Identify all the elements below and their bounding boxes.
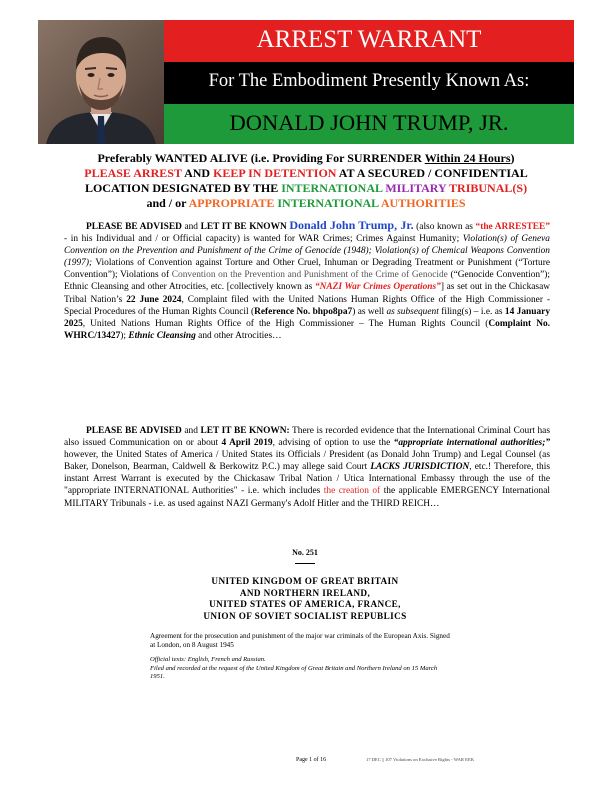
paragraph-text: Violations of Convention against Torture and Other Cruel, Inhuman or Degrading Treatment or Punishment (“Torture Convention”); Violations of	[64, 258, 550, 281]
portrait-illustration	[38, 20, 164, 144]
treaty-title-line: UNITED KINGDOM OF GREAT BRITAIN	[211, 576, 399, 586]
lacks-jurisdiction: LACKS JURISDICTION	[370, 462, 470, 473]
genocide-convention: Convention on the Prevention and Punishment of the Crime of Genocide	[171, 270, 448, 281]
known-heading: LET IT BE KNOWN:	[200, 426, 290, 436]
directive-line-3	[38, 181, 574, 196]
treaty-number: No. 251	[292, 548, 318, 557]
advised-heading: PLEASE BE ADVISED	[86, 222, 182, 232]
directive-text: )	[510, 151, 515, 165]
treaty-agreement: Agreement for the prosecution and punishment of the major war criminals of the European Axis. Signed at London, on 8 August 1945	[150, 632, 450, 650]
paragraph-text: and other Atrocities…	[195, 330, 282, 341]
paragraph-text: (also known as	[413, 222, 476, 232]
creation-of: the creation of	[323, 486, 381, 497]
paragraph-text: ] as set out in the Chickasaw Tribal Nation’s	[64, 282, 551, 305]
directive-text: LOCATION DESIGNATED BY THE	[84, 181, 282, 195]
directive-line-2	[38, 166, 574, 181]
treaty-notes	[150, 656, 450, 681]
directive-text: AND	[181, 166, 214, 180]
paragraph-text: the applicable EMERGENCY International MILITARY Tribunals - i.e. as used against NAZI Germany's Adolf Hitler and the THIRD REICH…	[64, 486, 551, 509]
treaty-title	[140, 576, 470, 622]
directive-detention: KEEP IN DETENTION	[213, 166, 337, 180]
paragraph-charges	[64, 219, 550, 342]
treaty-title-line: UNION OF SOVIET SOCIALIST REPUBLICS	[203, 610, 407, 621]
paragraph-text: , Complaint filed with the United Nations Human Rights Office of the High Commissioner - Special Procedures of the Human Rights Council (	[64, 294, 550, 317]
directive-authorities: AUTHORITIES	[378, 196, 466, 210]
treaty-official-texts: Official texts: English, French and Russian.	[150, 656, 266, 664]
warrant-directive	[38, 151, 574, 211]
portrait-photo	[38, 20, 164, 144]
paragraph-text: filing(s) – i.e. as	[438, 306, 505, 317]
reference-number: Reference No. bhpo8pa7	[254, 306, 353, 317]
banner-subject-name: DONALD JOHN TRUMP, JR.	[229, 110, 509, 135]
paragraph-text: );	[120, 330, 129, 341]
directive-text: Preferably WANTED ALIVE (i.e. Providing For SURRENDER	[97, 151, 425, 165]
warrant-banner	[38, 20, 574, 144]
paragraph-text: however, the United States of America / United States its Officials / President (as Donald John Trump) and Legal Counsel (as Baker, Donelson, Bearman, Caldwell & Berkowitz P.C.) may allege said Court	[64, 450, 550, 473]
directive-appropriate: APPROPRIATE	[188, 196, 275, 210]
directive-international: INTERNATIONAL	[274, 196, 379, 210]
operations-name: “NAZI War Crimes Operations”	[314, 282, 441, 293]
treaty-title-line: AND NORTHERN IRELAND,	[239, 587, 371, 598]
paragraph-text: (“Genocide Convention”); Ethnic Cleansing and other Atrocities, etc. [collectively known as	[64, 270, 550, 293]
paragraph-text: and	[181, 222, 201, 232]
filing-date: 14 January 2025	[64, 306, 551, 329]
subject-name: Donald John Trump, Jr.	[289, 218, 414, 232]
paragraph-text: , advising of option to use the	[272, 438, 394, 449]
paragraph-jurisdiction	[64, 425, 550, 510]
treaty-title-line: UNITED STATES OF AMERICA, FRANCE,	[209, 599, 401, 610]
paragraph-text: and	[181, 426, 201, 436]
subsequent-text: as subsequent	[386, 306, 439, 317]
page-number: Page 1 of 16	[296, 757, 327, 763]
paragraph-text: ) as well	[352, 306, 387, 317]
directive-international: INTERNATIONAL	[281, 181, 383, 195]
paragraph-text: , United Nations Human Rights Office of the High Commissioner – The Human Rights Council (	[82, 318, 489, 329]
paragraph-text: , etc.! Therefore, this instant Arrest Warrant is executed by the Chickasaw Tribal Nation / Utica International Embassy through the use of the "appropriate INTERNATIONAL Authorities" - i.e. which includes	[64, 462, 550, 497]
banner-title: ARREST WARRANT	[256, 26, 482, 53]
communication-date: 4 April 2019	[221, 438, 273, 449]
advised-heading: PLEASE BE ADVISED	[86, 426, 182, 436]
directive-military: MILITARY	[382, 181, 447, 195]
paragraph-text: - in his Individual and / or Official capacity) is wanted for WAR Crimes; Crimes Against Humanity;	[64, 234, 463, 245]
directive-text: and / or	[146, 196, 189, 210]
ethnic-cleansing: Ethnic Cleansing	[128, 330, 196, 341]
appropriate-authorities-quote: “appropriate international authorities;”	[393, 438, 551, 449]
directive-line-4	[38, 196, 574, 211]
directive-line-1	[38, 151, 574, 166]
directive-text: AT A SECURED / CONFIDENTIAL	[336, 166, 528, 180]
treaty-excerpt	[140, 548, 470, 681]
footer-reference: 17 DEC || 107 Violations on Exclusive Rights - WAR EEK	[366, 757, 475, 762]
directive-deadline: Within 24 Hours	[424, 151, 511, 165]
geneva-violations: Violation(s) of Geneva Convention on the Prevention and Punishment of the Crime of Genocide (1948); Violation(s) of Chemical Weapons Convention (1997);	[64, 234, 550, 269]
arrestee-alias: “the ARRESTEE”	[475, 222, 551, 232]
directive-tribunals: TRIBUNAL(S)	[446, 181, 528, 195]
known-heading: LET IT BE KNOWN	[200, 222, 287, 232]
treaty-filed: Filed and recorded at the request of the United Kingdom of Great Britain and Northern Ireland on 15 March 1951.	[150, 664, 438, 680]
banner-subtitle: For The Embodiment Presently Known As:	[208, 71, 530, 91]
complaint-date: 22 June 2024	[126, 294, 182, 305]
complaint-number: Complaint No. WHRC/13427	[64, 318, 550, 341]
paragraph-text: There is recorded evidence that the International Criminal Court has also issued Communication on or about	[64, 426, 550, 449]
directive-arrest: PLEASE ARREST	[84, 166, 182, 180]
treaty-rule	[295, 563, 315, 564]
